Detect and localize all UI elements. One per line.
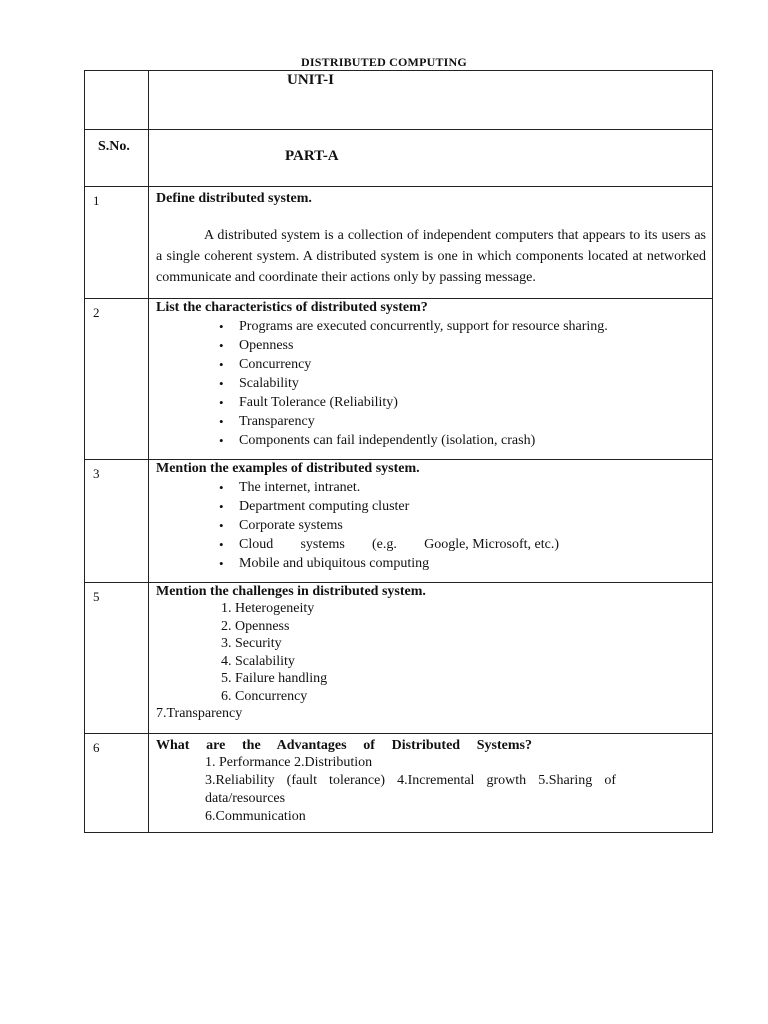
question-content-cell (149, 583, 713, 734)
part-title: PART-A (285, 148, 339, 164)
list-item: • Transparency (239, 412, 712, 431)
providers-text: Google, Microsoft, etc.) (424, 537, 559, 552)
advantages-line: 1. Performance 2.Distribution (205, 755, 373, 770)
advantages-block (149, 754, 712, 832)
list-item: • Openness (239, 336, 712, 355)
question-row (85, 187, 713, 299)
question-title: What are the Advantages of Distributed Systems? (156, 738, 532, 753)
question-number: 1 (93, 193, 100, 208)
question-number: 3 (93, 466, 100, 481)
list-item: • Department computing cluster (239, 497, 712, 516)
question-number-cell (85, 583, 149, 734)
unit-title: UNIT-I (287, 72, 334, 88)
list-item: • Fault Tolerance (Reliability) (239, 393, 712, 412)
answer-paragraph: A distributed system is a collection of independent computers that appears to its users as a single coherent system. A distributed system is one in which components located at networked communicate and coordinate their actions only by passing message. (156, 228, 706, 285)
list-item: • Corporate systems (239, 516, 712, 535)
part-header-cell (149, 130, 713, 187)
list-item: • Mobile and ubiquitous computing (239, 554, 712, 573)
question-number: 6 (93, 740, 100, 755)
unit-row (85, 71, 713, 130)
document-title: DISTRIBUTED COMPUTING (301, 55, 467, 69)
systems-word: systems (300, 537, 345, 552)
list-item: 3. Security (221, 636, 282, 651)
list-item: 4. Scalability (221, 653, 295, 669)
question-content-cell (149, 187, 713, 299)
cloud-word: • Cloud (239, 537, 274, 552)
challenges-list (149, 600, 712, 705)
question-row (85, 299, 713, 460)
unit-title-cell (149, 71, 713, 130)
unit-sno-cell (85, 71, 149, 130)
list-item: 6. Concurrency (221, 688, 308, 704)
list-item: 2. Openness (221, 618, 290, 634)
examples-list (149, 478, 712, 573)
question-row (85, 734, 713, 833)
advantages-line: 6.Communication (205, 809, 306, 824)
list-item: 5. Failure handling (221, 671, 328, 686)
question-number-cell (85, 734, 149, 833)
question-number: 2 (93, 305, 100, 320)
list-item: • Programs are executed concurrently, support for resource sharing. (239, 317, 712, 336)
question-content-cell (149, 734, 713, 833)
question-title: Mention the examples of distributed system. (156, 461, 420, 476)
list-item: • Concurrency (239, 355, 712, 374)
header-row (85, 130, 713, 187)
question-title: List the characteristics of distributed system? (156, 300, 428, 315)
sno-header: S.No. (98, 139, 130, 154)
list-item: 1. Heterogeneity (221, 601, 315, 616)
list-item: • Scalability (239, 374, 712, 393)
question-number-cell (85, 187, 149, 299)
question-number-cell (85, 460, 149, 583)
list-item-tail: 7.Transparency (156, 706, 243, 721)
list-item (239, 535, 712, 554)
characteristics-list (149, 317, 712, 450)
eg-word: (e.g. (371, 537, 397, 552)
question-row (85, 460, 713, 583)
question-content-cell (149, 460, 713, 583)
question-content-cell (149, 299, 713, 460)
advantages-line: data/resources (205, 791, 286, 806)
cloud-item-text (239, 535, 559, 554)
list-item: • The internet, intranet. (239, 478, 712, 497)
question-row (85, 583, 713, 734)
question-table (84, 70, 713, 833)
advantages-line: 3.Reliability (fault tolerance) 4.Incremental growth 5.Sharing of (205, 773, 616, 788)
question-number-cell (85, 299, 149, 460)
list-item: • Components can fail independently (isolation, crash) (239, 431, 712, 450)
question-title: Define distributed system. (156, 191, 312, 206)
question-title: Mention the challenges in distributed system. (156, 584, 426, 599)
sno-header-cell (85, 130, 149, 187)
question-number: 5 (93, 589, 100, 604)
